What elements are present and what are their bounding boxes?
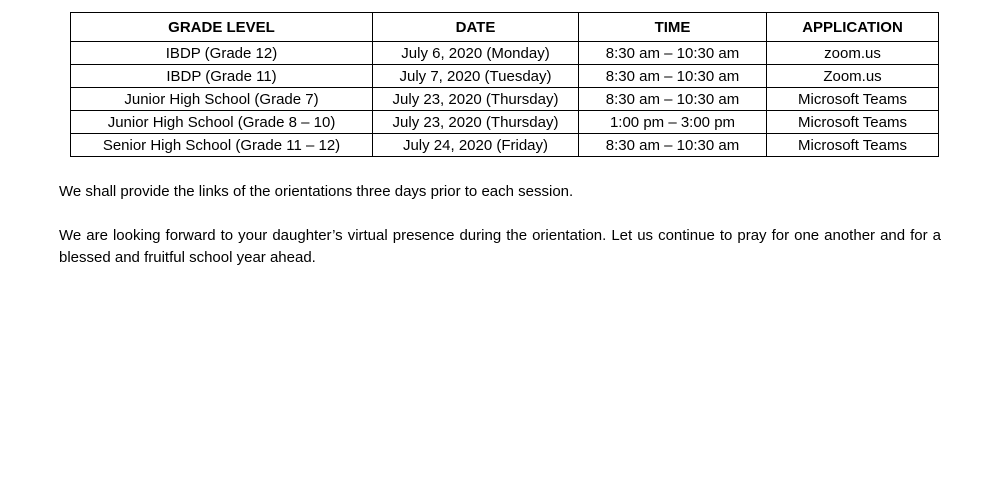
cell-time: 8:30 am – 10:30 am [579, 42, 767, 65]
orientation-schedule-table [70, 12, 939, 157]
cell-application: Zoom.us [767, 65, 939, 88]
header-time: TIME [579, 13, 767, 42]
cell-time: 8:30 am – 10:30 am [579, 88, 767, 111]
cell-application: Microsoft Teams [767, 88, 939, 111]
cell-grade-level: Senior High School (Grade 11 – 12) [71, 134, 373, 157]
header-date: DATE [373, 13, 579, 42]
links-notice-paragraph: We shall provide the links of the orientations three days prior to each session. [59, 183, 574, 200]
cell-application: Microsoft Teams [767, 134, 939, 157]
cell-time: 8:30 am – 10:30 am [579, 65, 767, 88]
table-row [71, 42, 939, 65]
cell-grade-level: IBDP (Grade 11) [71, 65, 373, 88]
cell-application: zoom.us [767, 42, 939, 65]
cell-date: July 23, 2020 (Thursday) [373, 88, 579, 111]
table-row [71, 134, 939, 157]
cell-time: 1:00 pm – 3:00 pm [579, 111, 767, 134]
cell-time: 8:30 am – 10:30 am [579, 134, 767, 157]
cell-date: July 23, 2020 (Thursday) [373, 111, 579, 134]
header-grade-level: GRADE LEVEL [71, 13, 373, 42]
table-row [71, 65, 939, 88]
closing-paragraph: We are looking forward to your daughter’s virtual presence during the orientation. Let us continue to pray for one another and for a blessed and fruitful school year ahead. [59, 227, 941, 266]
table-row [71, 111, 939, 134]
cell-grade-level: Junior High School (Grade 7) [71, 88, 373, 111]
cell-date: July 24, 2020 (Friday) [373, 134, 579, 157]
header-application: APPLICATION [767, 13, 939, 42]
table-row [71, 88, 939, 111]
cell-date: July 7, 2020 (Tuesday) [373, 65, 579, 88]
cell-application: Microsoft Teams [767, 111, 939, 134]
cell-grade-level: IBDP (Grade 12) [71, 42, 373, 65]
cell-date: July 6, 2020 (Monday) [373, 42, 579, 65]
cell-grade-level: Junior High School (Grade 8 – 10) [71, 111, 373, 134]
table-header-row [71, 13, 939, 42]
